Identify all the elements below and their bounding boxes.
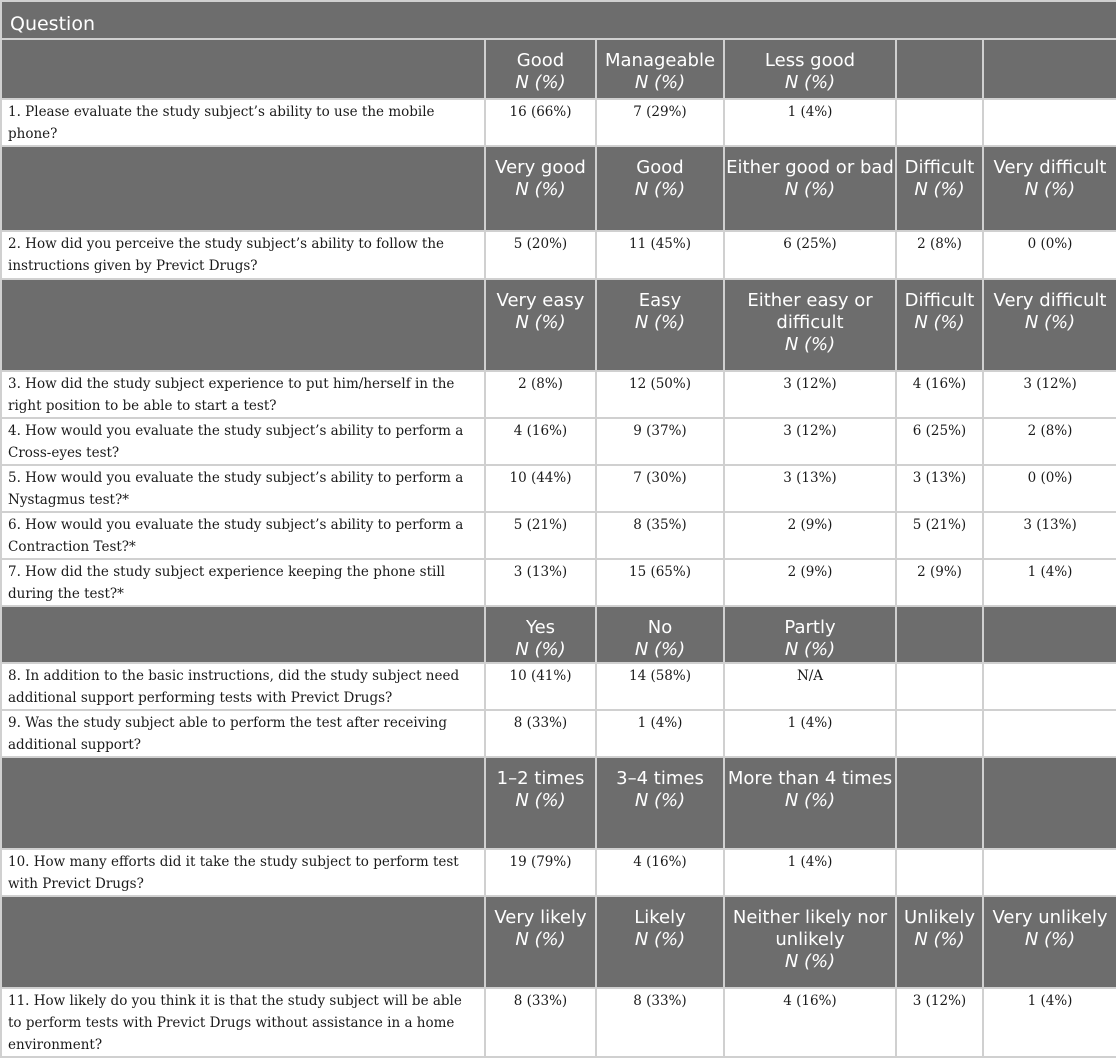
table-row bbox=[1, 559, 1116, 606]
value-cell: 1 (4%) bbox=[724, 99, 896, 146]
column-header bbox=[896, 39, 983, 99]
column-header-unit: N (%) bbox=[784, 179, 836, 200]
value-cell bbox=[896, 663, 983, 710]
value-cell: 15 (65%) bbox=[596, 559, 724, 606]
column-header bbox=[983, 606, 1116, 663]
value-cell: 3 (12%) bbox=[896, 988, 983, 1057]
column-header-label: Very unlikely bbox=[992, 907, 1108, 928]
column-header-unit: N (%) bbox=[515, 179, 566, 200]
column-header bbox=[983, 896, 1116, 988]
column-header bbox=[485, 757, 596, 849]
table-row bbox=[1, 849, 1116, 896]
value-cell: 19 (79%) bbox=[485, 849, 596, 896]
column-header-unit: N (%) bbox=[914, 929, 965, 950]
column-header bbox=[485, 279, 596, 371]
question-cell: 9. Was the study subject able to perform the test after receiving additional support? bbox=[1, 710, 485, 757]
column-header-label: Very good bbox=[495, 157, 586, 178]
value-cell: N/A bbox=[724, 663, 896, 710]
value-cell bbox=[983, 663, 1116, 710]
column-header-label: 3–4 times bbox=[616, 768, 704, 789]
column-header-unit: N (%) bbox=[634, 790, 686, 811]
column-header bbox=[983, 146, 1116, 231]
column-header-label: Difficult bbox=[904, 157, 975, 178]
value-cell: 2 (9%) bbox=[724, 559, 896, 606]
table-row bbox=[1, 988, 1116, 1057]
column-header-label: Good bbox=[636, 157, 684, 178]
value-cell: 5 (20%) bbox=[485, 231, 596, 279]
value-cell: 14 (58%) bbox=[596, 663, 724, 710]
value-cell: 8 (33%) bbox=[596, 988, 724, 1057]
column-header-label: Difficult bbox=[904, 290, 975, 311]
column-header bbox=[485, 39, 596, 99]
value-cell: 1 (4%) bbox=[724, 849, 896, 896]
table-row bbox=[1, 512, 1116, 559]
section-header-row bbox=[1, 896, 1116, 988]
section-header-row bbox=[1, 279, 1116, 371]
column-header-label: Manageable bbox=[604, 50, 716, 71]
value-cell: 8 (35%) bbox=[596, 512, 724, 559]
column-header-label: Very likely bbox=[494, 907, 587, 928]
value-cell: 3 (13%) bbox=[485, 559, 596, 606]
column-header-label: 1–2 times bbox=[496, 768, 585, 789]
column-header-label: Neither likely nor unlikely bbox=[732, 907, 888, 950]
column-header-unit: N (%) bbox=[1024, 312, 1076, 333]
column-header-label: Very difficult bbox=[993, 157, 1107, 178]
value-cell: 7 (29%) bbox=[596, 99, 724, 146]
column-header-label: Very difficult bbox=[993, 290, 1107, 311]
header-blank-cell bbox=[1, 146, 485, 231]
value-cell: 1 (4%) bbox=[983, 988, 1116, 1057]
value-cell: 2 (8%) bbox=[983, 418, 1116, 465]
column-header bbox=[485, 606, 596, 663]
value-cell: 8 (33%) bbox=[485, 710, 596, 757]
value-cell: 12 (50%) bbox=[596, 371, 724, 418]
column-header bbox=[983, 39, 1116, 99]
column-header bbox=[724, 757, 896, 849]
value-cell: 4 (16%) bbox=[896, 371, 983, 418]
column-header bbox=[596, 606, 724, 663]
column-header-label: More than 4 times bbox=[727, 768, 893, 789]
table-row bbox=[1, 465, 1116, 512]
value-cell: 5 (21%) bbox=[485, 512, 596, 559]
value-cell: 3 (12%) bbox=[724, 371, 896, 418]
table-row bbox=[1, 231, 1116, 279]
column-header-unit: N (%) bbox=[784, 72, 836, 93]
value-cell: 2 (9%) bbox=[724, 512, 896, 559]
question-cell: 1. Please evaluate the study subject’s ability to use the mobile phone? bbox=[1, 99, 485, 146]
table-title-row bbox=[1, 1, 1116, 39]
section-header-row bbox=[1, 39, 1116, 99]
column-header-label: Partly bbox=[784, 617, 836, 638]
value-cell: 5 (21%) bbox=[896, 512, 983, 559]
column-header-unit: N (%) bbox=[515, 312, 566, 333]
value-cell: 4 (16%) bbox=[724, 988, 896, 1057]
column-header bbox=[724, 39, 896, 99]
section-header-row bbox=[1, 757, 1116, 849]
value-cell: 11 (45%) bbox=[596, 231, 724, 279]
column-header-unit: N (%) bbox=[634, 639, 686, 660]
value-cell: 7 (30%) bbox=[596, 465, 724, 512]
column-header-unit: N (%) bbox=[914, 179, 965, 200]
value-cell: 1 (4%) bbox=[983, 559, 1116, 606]
value-cell: 8 (33%) bbox=[485, 988, 596, 1057]
header-blank-cell bbox=[1, 606, 485, 663]
question-cell: 7. How did the study subject experience keeping the phone still during the test?* bbox=[1, 559, 485, 606]
column-header bbox=[896, 757, 983, 849]
column-header-unit: N (%) bbox=[634, 72, 686, 93]
column-header bbox=[896, 606, 983, 663]
value-cell: 9 (37%) bbox=[596, 418, 724, 465]
section-header-row bbox=[1, 146, 1116, 231]
value-cell: 6 (25%) bbox=[896, 418, 983, 465]
table-row bbox=[1, 710, 1116, 757]
column-header bbox=[896, 146, 983, 231]
question-cell: 3. How did the study subject experience to put him/herself in the right position to be able to start a test? bbox=[1, 371, 485, 418]
column-header bbox=[983, 757, 1116, 849]
column-header bbox=[896, 279, 983, 371]
header-blank-cell bbox=[1, 39, 485, 99]
value-cell: 0 (0%) bbox=[983, 465, 1116, 512]
column-header-unit: N (%) bbox=[634, 312, 686, 333]
section-header-row bbox=[1, 606, 1116, 663]
column-header-unit: N (%) bbox=[784, 639, 836, 660]
header-blank-cell bbox=[1, 757, 485, 849]
column-header-label: Yes bbox=[525, 617, 556, 638]
value-cell: 2 (9%) bbox=[896, 559, 983, 606]
column-header-unit: N (%) bbox=[515, 639, 566, 660]
value-cell: 3 (13%) bbox=[724, 465, 896, 512]
column-header-label: No bbox=[647, 617, 673, 638]
value-cell bbox=[983, 99, 1116, 146]
column-header-unit: N (%) bbox=[515, 72, 566, 93]
value-cell: 16 (66%) bbox=[485, 99, 596, 146]
column-header bbox=[485, 896, 596, 988]
value-cell bbox=[896, 710, 983, 757]
column-header-unit: N (%) bbox=[784, 334, 836, 355]
value-cell: 4 (16%) bbox=[596, 849, 724, 896]
column-header-unit: N (%) bbox=[515, 790, 566, 811]
column-header-label: Likely bbox=[634, 907, 686, 928]
column-header-label: Less good bbox=[764, 50, 856, 71]
value-cell: 3 (13%) bbox=[896, 465, 983, 512]
column-header bbox=[896, 896, 983, 988]
question-cell: 6. How would you evaluate the study subject’s ability to perform a Contraction Test?* bbox=[1, 512, 485, 559]
column-header-label: Unlikely bbox=[903, 907, 976, 928]
column-header-label: Very easy bbox=[496, 290, 585, 311]
value-cell: 6 (25%) bbox=[724, 231, 896, 279]
value-cell: 3 (13%) bbox=[983, 512, 1116, 559]
column-header bbox=[983, 279, 1116, 371]
value-cell: 10 (44%) bbox=[485, 465, 596, 512]
column-header bbox=[596, 39, 724, 99]
value-cell: 3 (12%) bbox=[724, 418, 896, 465]
question-cell: 10. How many efforts did it take the study subject to perform test with Previct Drugs? bbox=[1, 849, 485, 896]
column-header-unit: N (%) bbox=[634, 179, 686, 200]
question-cell: 4. How would you evaluate the study subject’s ability to perform a Cross-eyes test? bbox=[1, 418, 485, 465]
column-header bbox=[724, 146, 896, 231]
question-cell: 8. In addition to the basic instructions, did the study subject need additional support performing tests with Previct Drugs? bbox=[1, 663, 485, 710]
column-header bbox=[724, 896, 896, 988]
table-title: Question bbox=[1, 1, 1116, 39]
column-header-label: Either easy or difficult bbox=[747, 290, 873, 333]
table-row bbox=[1, 418, 1116, 465]
question-cell: 2. How did you perceive the study subject’s ability to follow the instructions given by Previct Drugs? bbox=[1, 231, 485, 279]
column-header bbox=[596, 146, 724, 231]
value-cell bbox=[983, 849, 1116, 896]
question-cell: 5. How would you evaluate the study subject’s ability to perform a Nystagmus test?* bbox=[1, 465, 485, 512]
column-header-label: Easy bbox=[638, 290, 682, 311]
table-row bbox=[1, 663, 1116, 710]
column-header bbox=[724, 606, 896, 663]
column-header bbox=[596, 757, 724, 849]
column-header bbox=[485, 146, 596, 231]
column-header-unit: N (%) bbox=[784, 951, 836, 972]
value-cell: 10 (41%) bbox=[485, 663, 596, 710]
table-row bbox=[1, 99, 1116, 146]
value-cell: 2 (8%) bbox=[485, 371, 596, 418]
column-header-unit: N (%) bbox=[634, 929, 686, 950]
column-header-unit: N (%) bbox=[515, 929, 566, 950]
value-cell: 1 (4%) bbox=[596, 710, 724, 757]
value-cell bbox=[983, 710, 1116, 757]
column-header-unit: N (%) bbox=[914, 312, 965, 333]
column-header-unit: N (%) bbox=[784, 790, 836, 811]
value-cell: 0 (0%) bbox=[983, 231, 1116, 279]
column-header bbox=[596, 896, 724, 988]
value-cell bbox=[896, 99, 983, 146]
table-row bbox=[1, 371, 1116, 418]
header-blank-cell bbox=[1, 896, 485, 988]
column-header bbox=[596, 279, 724, 371]
value-cell: 1 (4%) bbox=[724, 710, 896, 757]
column-header-label: Either good or bad bbox=[726, 157, 894, 178]
column-header-label: Good bbox=[516, 50, 565, 71]
column-header-unit: N (%) bbox=[1024, 179, 1076, 200]
header-blank-cell bbox=[1, 279, 485, 371]
column-header-unit: N (%) bbox=[1024, 929, 1076, 950]
column-header bbox=[724, 279, 896, 371]
value-cell: 4 (16%) bbox=[485, 418, 596, 465]
question-cell: 11. How likely do you think it is that the study subject will be able to perform tests with Previct Drugs without assistance in a home environment? bbox=[1, 988, 485, 1057]
value-cell: 3 (12%) bbox=[983, 371, 1116, 418]
value-cell bbox=[896, 849, 983, 896]
value-cell: 2 (8%) bbox=[896, 231, 983, 279]
